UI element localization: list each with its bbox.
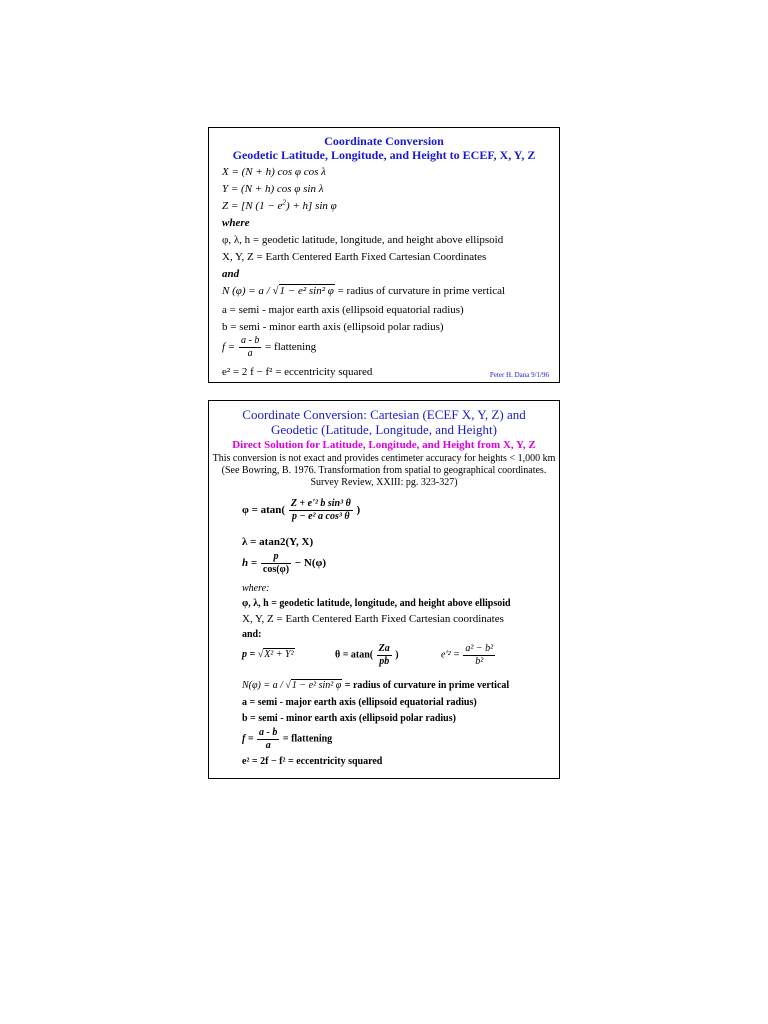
slide2-title-line2: Geodetic (Latitude, Longitude, and Height) — [271, 422, 497, 437]
definition-b: b = semi - minor earth axis (ellipsoid polar radius) — [222, 321, 444, 333]
equation-h: h = $\frac{p}{\cos(\varphi)}$ − N(φ) — [242, 551, 327, 575]
equation-lambda: λ = atan2(Y, X) — [242, 536, 314, 548]
equation-e2: e² = 2 f − f² = eccentricity squared — [222, 366, 373, 378]
note-line3: Survey Review, XXIII: pg. 323-327) — [310, 477, 458, 488]
note-line2: (See Bowring, B. 1976. Transformation from spatial to geographical coordinates. — [221, 465, 547, 476]
definition-geodetic: φ, λ, h = geodetic latitude, longitude, and height above ellipsoid — [222, 234, 504, 246]
slide-geodetic-to-ecef — [208, 127, 560, 383]
equation-phi: φ = atan( $\frac{\text{Z + e'² b sin³ θ}}{\text{p − e² a cos³ θ}}$ ) — [242, 498, 361, 522]
and-label-2: and: — [242, 629, 262, 640]
equation-n: N (φ) = a / √1 − e² sin² φ = radius of curvature in prime vertical — [222, 285, 506, 297]
where-label: where — [222, 217, 250, 229]
equation-e2-2: e² = 2f − f² = eccentricity squared — [242, 756, 383, 767]
slide1-subtitle: Geodetic Latitude, Longitude, and Height to ECEF, X, Y, Z — [232, 148, 536, 162]
slide2-title-line1: Coordinate Conversion: Cartesian (ECEF X, Y, Z) and — [242, 407, 526, 422]
and-label: and — [222, 268, 240, 280]
equation-p: p = √X² + Y² — [242, 649, 294, 660]
equation-f-2: f = $\frac{a - b}{a}$ = flattening — [242, 727, 333, 751]
note-line1: This conversion is not exact and provides centimeter accuracy for heights < 1,000 km — [212, 453, 556, 464]
definition-a-2: a = semi - major earth axis (ellipsoid equatorial radius) — [242, 697, 477, 708]
slide1-title: Coordinate Conversion — [324, 134, 444, 148]
author-credit: Peter H. Dana 9/1/96 — [489, 371, 549, 379]
equation-f: f = $\frac{a - b}{a}$ = flattening — [222, 335, 317, 359]
definition-b-2: b = semi - minor earth axis (ellipsoid polar radius) — [242, 713, 456, 724]
equation-n-2: N(φ) = a / √1 − e² sin² φ = radius of curvature in prime vertical — [242, 680, 510, 691]
slide2-subtitle: Direct Solution for Latitude, Longitude, and Height from X, Y, Z — [232, 439, 536, 451]
equation-x: X = (N + h) cos φ cos λ — [222, 166, 326, 178]
equation-z: Z = [N $(1 - e^2) + h$] sin φ — [222, 198, 337, 212]
definition-geodetic-2: φ, λ, h = geodetic latitude, longitude, and height above ellipsoid — [242, 598, 511, 609]
slide-ecef-to-geodetic — [208, 400, 560, 779]
equation-theta: θ = atan( $\frac{Za}{pb}$ ) — [335, 643, 399, 667]
equation-y: Y = (N + h) cos φ sin λ — [222, 183, 324, 195]
definition-xyz: X, Y, Z = Earth Centered Earth Fixed Cartesian Coordinates — [222, 251, 487, 263]
definition-xyz-2: X, Y, Z = Earth Centered Earth Fixed Cartesian coordinates — [242, 613, 504, 625]
equation-e-prime: e'² = $\frac{\text{a² − b²}}{\text{b²}}$ — [441, 643, 494, 667]
where-label-2: where: — [242, 583, 270, 594]
definition-a: a = semi - major earth axis (ellipsoid equatorial radius) — [222, 304, 464, 316]
